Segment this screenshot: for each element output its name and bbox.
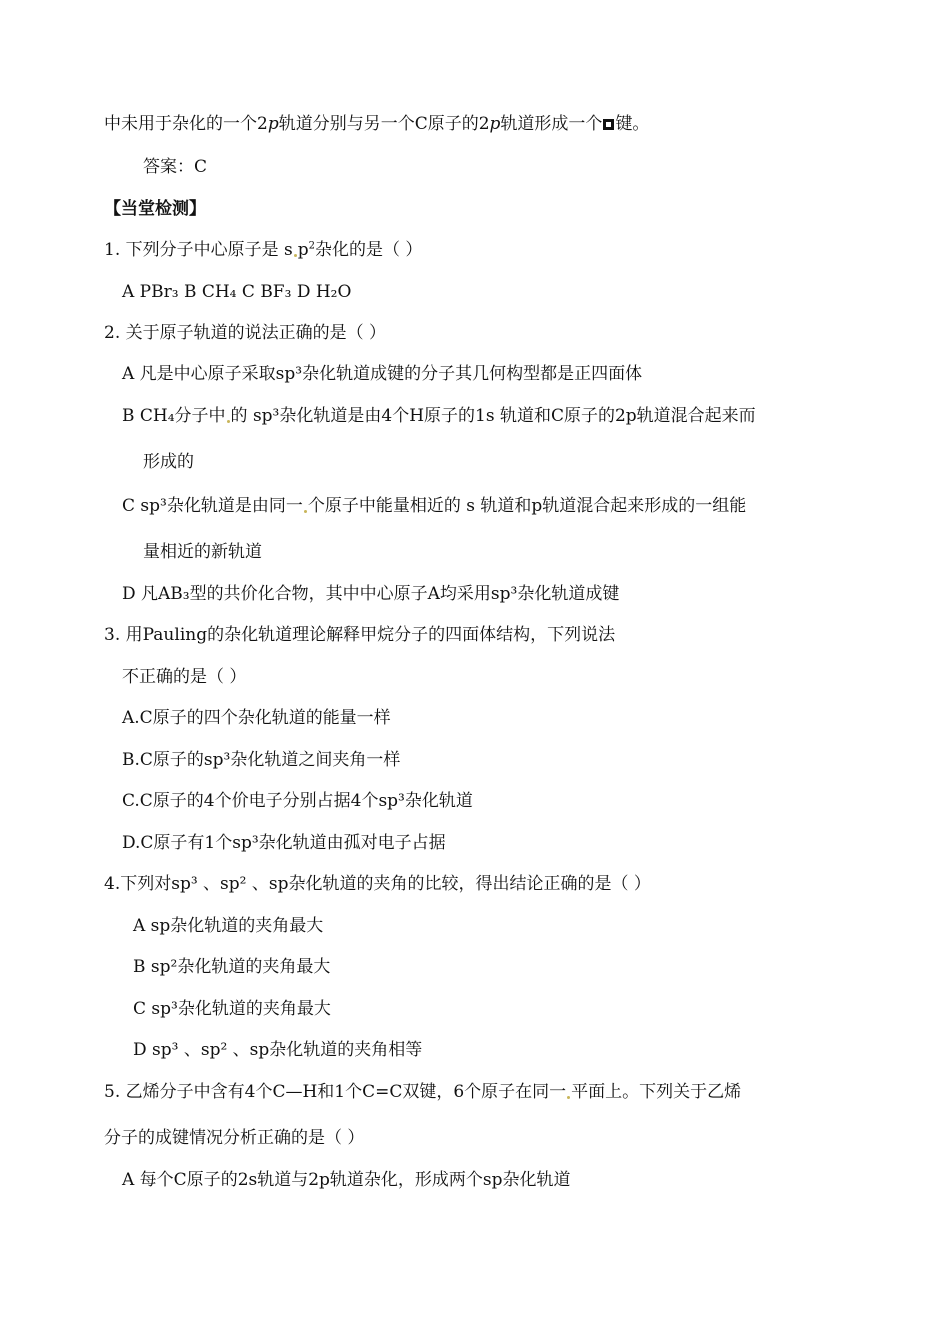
intro-text-d: 键。 xyxy=(615,114,650,134)
missing-glyph-box-icon xyxy=(603,119,614,130)
intro-text-b: 轨道分别与另一个C原子的2 xyxy=(278,114,490,134)
q2-b-text-b: 的 sp³杂化轨道是由4个H原子的1s 轨道和C原子的2p轨道混合起来而 xyxy=(230,406,756,426)
intro-line-1 xyxy=(104,112,649,136)
q5-option-a: A 每个C原子的2s轨道与2p轨道杂化，形成两个sp杂化轨道 xyxy=(122,1170,571,1190)
scan-dot-mark xyxy=(304,510,307,513)
q5-stem-line-2: 分子的成键情况分析正确的是（ ） xyxy=(104,1128,365,1148)
scan-dot-mark xyxy=(227,420,230,423)
q5-stem-text-a: 5. 乙烯分子中含有4个C—H和1个C=C双键，6个原子在同一 xyxy=(104,1082,567,1102)
intro-text-c: 轨道形成一个 xyxy=(500,114,603,134)
q4-option-a: A sp杂化轨道的夹角最大 xyxy=(133,916,324,936)
scan-dot-mark xyxy=(294,254,297,257)
q2-stem: 2. 关于原子轨道的说法正确的是（ ） xyxy=(104,323,387,343)
q5-stem-text-b: 平面上。下列关于乙烯 xyxy=(571,1082,742,1102)
intro-p-symbol-2: p xyxy=(489,114,501,134)
q1-stem-text-c: 杂化的是（ ） xyxy=(315,240,423,260)
q4-option-d: D sp³ 、sp² 、sp杂化轨道的夹角相等 xyxy=(133,1040,423,1060)
intro-p-symbol-1: p xyxy=(267,114,279,134)
q3-option-a: A.C原子的四个杂化轨道的能量一样 xyxy=(122,708,391,728)
q1-stem-text-a: 1. 下列分子中心原子是 s xyxy=(104,240,293,260)
q3-stem-line-2: 不正确的是（ ） xyxy=(122,667,247,687)
q2-option-c-line-1 xyxy=(122,494,746,518)
q3-option-d: D.C原子有1个sp³杂化轨道由孤对电子占据 xyxy=(122,833,446,853)
q2-b-text-a: B CH₄分子中 xyxy=(122,406,226,426)
q5-stem-line-1 xyxy=(104,1080,741,1104)
q3-option-c: C.C原子的4个价电子分别占据4个sp³杂化轨道 xyxy=(122,791,473,811)
section-title: 【当堂检测】 xyxy=(104,199,206,219)
q2-option-c-line-2: 量相近的新轨道 xyxy=(143,542,262,562)
q2-option-b-line-1 xyxy=(122,404,756,428)
q2-c-text-a: C sp³杂化轨道是由同一 xyxy=(122,496,303,516)
q4-option-b: B sp²杂化轨道的夹角最大 xyxy=(133,957,331,977)
scan-dot-mark xyxy=(567,1096,570,1099)
q1-stem xyxy=(104,238,422,262)
q2-option-a: A 凡是中心原子采取sp³杂化轨道成键的分子其几何构型都是正四面体 xyxy=(122,364,643,384)
q3-option-b: B.C原子的sp³杂化轨道之间夹角一样 xyxy=(122,750,401,770)
q4-option-c: C sp³杂化轨道的夹角最大 xyxy=(133,999,331,1019)
answer-line: 答案：C xyxy=(143,157,208,177)
q2-c-text-b: 个原子中能量相近的 s 轨道和p轨道混合起来形成的一组能 xyxy=(307,496,747,516)
q4-stem: 4.下列对sp³ 、sp² 、sp杂化轨道的夹角的比较，得出结论正确的是（ ） xyxy=(104,874,651,894)
q1-superscript: 2 xyxy=(308,240,316,252)
q2-option-b-line-2: 形成的 xyxy=(143,452,194,472)
q1-options: A PBr₃ B CH₄ C BF₃ D H₂O xyxy=(122,282,352,302)
q2-option-d: D 凡AB₃型的共价化合物，其中中心原子A均采用sp³杂化轨道成键 xyxy=(122,584,620,604)
q3-stem-line-1: 3. 用Pauling的杂化轨道理论解释甲烷分子的四面体结构，下列说法 xyxy=(104,625,616,645)
intro-text-a: 中未用于杂化的一个2 xyxy=(104,114,268,134)
q1-stem-text-b: p xyxy=(297,240,309,260)
